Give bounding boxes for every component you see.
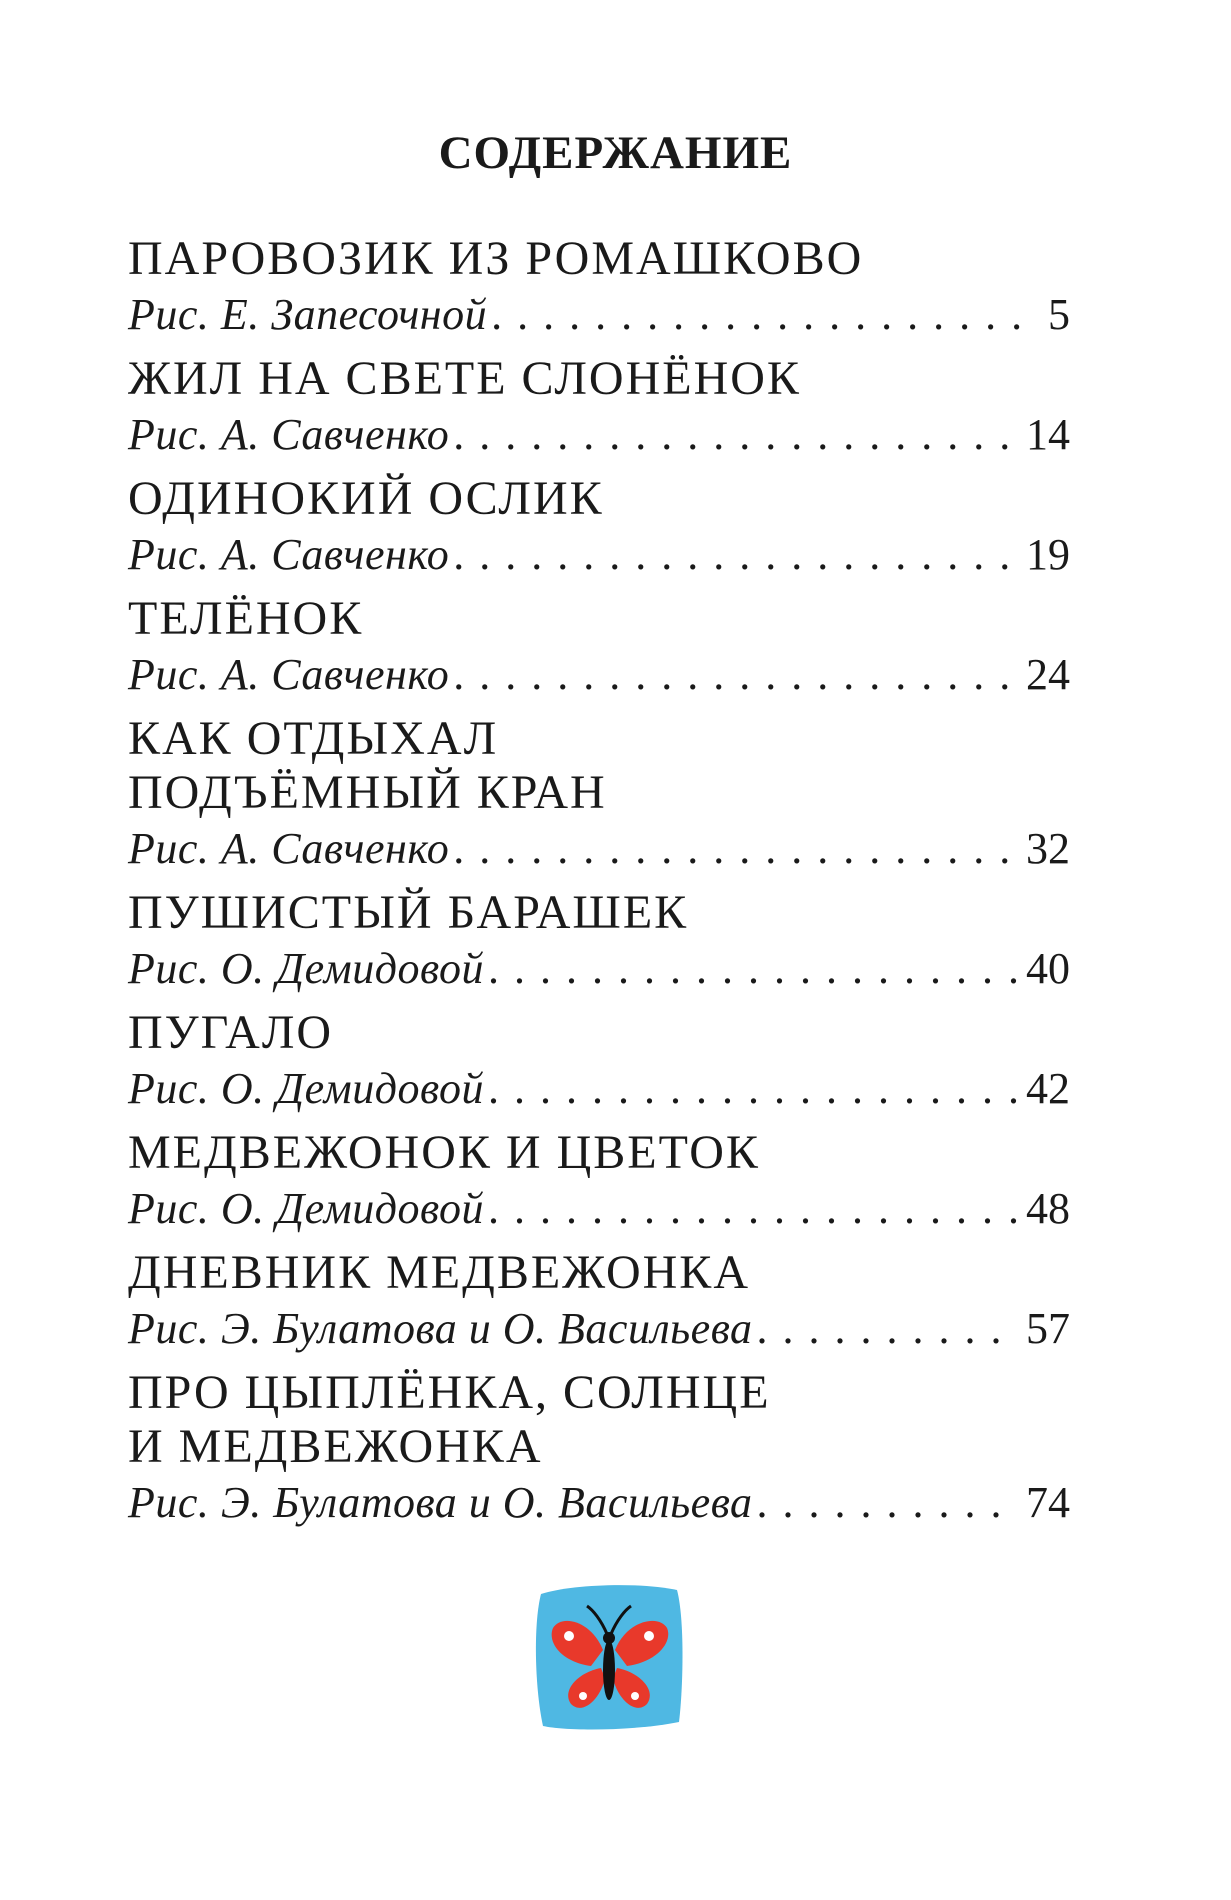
entry-title-line: ПУШИСТЫЙ БАРАШЕК xyxy=(128,886,689,939)
illustrator-credit: Рис. А. Савченко xyxy=(128,824,450,873)
illustrator-credit: Рис. Э. Булатова и О. Васильева xyxy=(128,1304,753,1353)
toc-entry[interactable] xyxy=(128,232,1070,352)
dot-leader xyxy=(453,526,1018,584)
entry-credit-row xyxy=(128,526,1070,592)
page-number: 42 xyxy=(1026,1064,1070,1113)
page-number: 24 xyxy=(1026,650,1070,699)
butterfly-illustration xyxy=(531,1580,687,1732)
page-title: СОДЕРЖАНИЕ xyxy=(438,127,793,179)
page-number: 57 xyxy=(1026,1304,1070,1353)
dot-leader xyxy=(488,1180,1018,1238)
page-number: 40 xyxy=(1026,944,1070,993)
entry-title-line: ПРО ЦЫПЛЁНКА, СОЛНЦЕ xyxy=(128,1366,771,1419)
illustrator-credit: Рис. О. Демидовой xyxy=(128,1184,484,1233)
page-number: 14 xyxy=(1026,410,1070,459)
entry-credit-row xyxy=(128,406,1070,472)
entry-title-line: ТЕЛЁНОК xyxy=(128,592,364,645)
entry-title xyxy=(128,592,1070,646)
illustrator-credit: Рис. О. Демидовой xyxy=(128,944,484,993)
entry-title xyxy=(128,1126,1070,1180)
dot-leader xyxy=(453,820,1018,878)
entry-credit-row xyxy=(128,1060,1070,1126)
entry-title xyxy=(128,352,1070,406)
dot-leader xyxy=(757,1474,1019,1532)
toc-entry[interactable] xyxy=(128,1126,1070,1246)
toc-entry[interactable] xyxy=(128,1366,1070,1540)
illustrator-credit: Рис. Е. Запесочной xyxy=(128,290,488,339)
illustrator-credit: Рис. А. Савченко xyxy=(128,410,450,459)
table-of-contents xyxy=(128,232,1070,1540)
entry-title xyxy=(128,1246,1070,1300)
illustrator-credit: Рис. А. Савченко xyxy=(128,650,450,699)
entry-credit-row xyxy=(128,820,1070,886)
entry-credit-row xyxy=(128,1474,1070,1540)
entry-title-line: ЖИЛ НА СВЕТЕ СЛОНЁНОК xyxy=(128,352,801,405)
toc-entry[interactable] xyxy=(128,1246,1070,1366)
entry-title xyxy=(128,712,1070,820)
dot-leader xyxy=(757,1300,1019,1358)
entry-credit-row xyxy=(128,940,1070,1006)
butterfly-icon xyxy=(531,1580,687,1732)
illustrator-credit: Рис. А. Савченко xyxy=(128,530,450,579)
toc-entry[interactable] xyxy=(128,886,1070,1006)
illustrator-credit: Рис. О. Демидовой xyxy=(128,1064,484,1113)
entry-title-line: КАК ОТДЫХАЛ xyxy=(128,712,499,765)
illustrator-credit: Рис. Э. Булатова и О. Васильева xyxy=(128,1478,753,1527)
entry-title xyxy=(128,886,1070,940)
page-number: 32 xyxy=(1026,824,1070,873)
entry-title xyxy=(128,1006,1070,1060)
entry-title-line: МЕДВЕЖОНОК И ЦВЕТОК xyxy=(128,1126,760,1179)
entry-credit-row xyxy=(128,1180,1070,1246)
entry-title xyxy=(128,1366,1070,1474)
entry-title-line: ПАРОВОЗИК ИЗ РОМАШКОВО xyxy=(128,232,864,285)
toc-entry[interactable] xyxy=(128,592,1070,712)
toc-entry[interactable] xyxy=(128,712,1070,886)
entry-credit-row xyxy=(128,1300,1070,1366)
toc-entry[interactable] xyxy=(128,472,1070,592)
entry-credit-row xyxy=(128,646,1070,712)
entry-title-line: И МЕДВЕЖОНКА xyxy=(128,1420,543,1473)
toc-entry[interactable] xyxy=(128,1006,1070,1126)
page-number: 19 xyxy=(1026,530,1070,579)
dot-leader xyxy=(453,646,1018,704)
dot-leader xyxy=(488,1060,1018,1118)
dot-leader xyxy=(491,286,1040,344)
entry-title-line: ПОДЪЁМНЫЙ КРАН xyxy=(128,766,607,819)
page-number: 48 xyxy=(1026,1184,1070,1233)
page-number: 74 xyxy=(1026,1478,1070,1527)
dot-leader xyxy=(453,406,1018,464)
dot-leader xyxy=(488,940,1018,998)
entry-title-line: ДНЕВНИК МЕДВЕЖОНКА xyxy=(128,1246,750,1299)
toc-entry[interactable] xyxy=(128,352,1070,472)
page-number: 5 xyxy=(1048,290,1070,339)
entry-title-line: ОДИНОКИЙ ОСЛИК xyxy=(128,472,604,525)
entry-title-line: ПУГАЛО xyxy=(128,1006,334,1059)
entry-title xyxy=(128,472,1070,526)
entry-title xyxy=(128,232,1070,286)
entry-credit-row xyxy=(128,286,1070,352)
